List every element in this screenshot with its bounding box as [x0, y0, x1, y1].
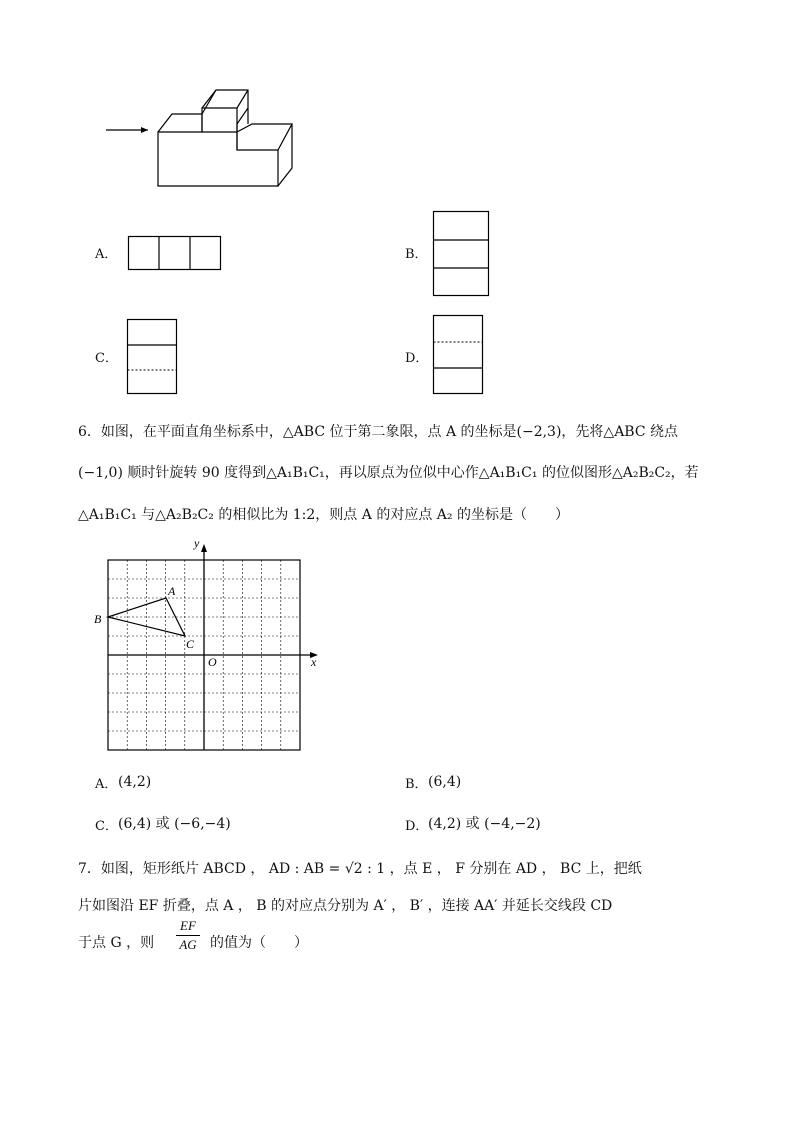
q7-fraction	[176, 918, 200, 953]
q5-option-b-figure	[433, 211, 491, 299]
q6-option-c-value: (6,4) 或 (−6,−4)	[118, 816, 231, 832]
q6-option-a-label: A．	[95, 777, 118, 792]
front-face	[158, 132, 278, 186]
q5-option-a-label: A．	[95, 247, 118, 262]
q6-line-2: (−1,0) 顺时针旋转 90 度得到△A₁B₁C₁，再以原点为位似中心作△A₁B₁C₁ 的位似图形△A₂B₂C₂，若	[78, 465, 699, 481]
arrow-head	[141, 127, 148, 133]
q6-option-b-value: (6,4)	[428, 774, 462, 790]
label-y: y	[194, 536, 200, 550]
label-origin: O	[208, 655, 217, 669]
q6-option-d-value: (4,2) 或 (−4,−2)	[428, 816, 541, 832]
label-c: C	[186, 637, 195, 651]
q5-option-c-figure	[127, 319, 179, 397]
q6-option-a-value: (4,2)	[118, 774, 152, 790]
label-x: x	[311, 655, 317, 669]
q7-line-2: 片如图沿 EF 折叠，点 A ， B 的对应点分别为 A′ ， B′ ，连接 AA′ 并延长交线段 CD	[78, 898, 613, 914]
q5-option-d-figure	[433, 315, 485, 397]
q7-fraction-numerator: EF	[180, 918, 196, 933]
label-b: B	[94, 612, 102, 626]
q7-fraction-bar	[176, 935, 200, 936]
q6-option-b-label: B．	[405, 777, 428, 792]
q7-fraction-denominator: AG	[179, 937, 197, 952]
q6-line-1: 6．如图，在平面直角坐标系中，△ABC 位于第二象限，点 A 的坐标是(−2,3)，先将△ABC 绕点	[78, 424, 679, 440]
q7-line-1: 7．如图，矩形纸片 ABCD ， AD : AB = √2 : 1 ，点 E ， F 分别在 AD ， BC 上，把纸	[78, 861, 642, 877]
q7-line-3-prefix: 于点 G ，则	[78, 935, 155, 951]
q6-line-3: △A₁B₁C₁ 与△A₂B₂C₂ 的相似比为 1:2，则点 A 的对应点 A₂ 的坐标是（ ）	[78, 507, 569, 523]
q5-option-c-label: C．	[95, 351, 118, 366]
q7-line-3-suffix: 的值为（ ）	[210, 935, 308, 951]
label-a: A	[168, 584, 176, 598]
y-axis-arrow	[201, 544, 207, 552]
coordinate-grid	[96, 538, 326, 756]
q6-option-d-label: D．	[405, 819, 429, 834]
q5-option-d-label: D．	[405, 351, 429, 366]
q6-option-c-label: C．	[95, 819, 118, 834]
q5-option-b-label: B．	[405, 247, 428, 262]
q5-option-a-figure	[128, 236, 222, 272]
solid-figure	[100, 84, 300, 194]
